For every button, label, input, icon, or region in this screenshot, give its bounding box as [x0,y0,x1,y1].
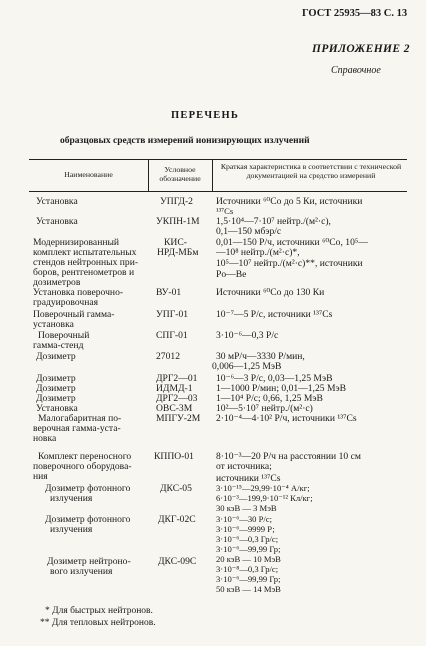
code-cell: УКПН-1М [156,216,200,227]
name-line: Модернизированный [33,237,120,248]
spec-line: 3·10⁻¹⁵—29,99·10⁻⁴ А/кг; [216,483,310,493]
spec-line: 0,01—150 Р/ч, источники ⁶⁰Co, 10⁵— [216,237,368,248]
name-line: установка [33,319,74,330]
name-line: ния [33,471,48,482]
spec-line: 6·10⁻³—199,9·10⁻¹² Кл/кг; [216,493,313,503]
spec-line: Po—Be [216,269,247,280]
document-subtitle: образцовых средств измерений ионизирующих излучений [60,136,310,146]
name-line: Дозиметр [36,383,76,394]
code-cell: 27012 [156,351,180,362]
spec-line: 3·10⁻⁶—99,99 Гр; [216,544,281,554]
name-line: Дозиметр фотонного [45,483,131,494]
document-title: ПЕРЕЧЕНЬ [171,110,240,121]
name-line: новка [33,433,57,444]
spec-line: 1,5·10⁴—7·10⁷ нейтр./(м²·с), [216,216,331,227]
code-cell: ДКС-09С [158,556,197,567]
column-header-name: Наименование [64,170,113,179]
spec-line: 20 кэВ — 10 МэВ [216,554,281,564]
spec-line: 0,006—1,25 МэВ [212,361,282,372]
column-header-code: Условное обозначение [159,165,201,183]
name-line: Установка [36,216,78,227]
name-line: Поверочный гамма- [33,309,115,320]
reference-label: Справочное [331,65,381,76]
footnote-thermal-neutrons: ** Для тепловых нейтронов. [40,618,156,628]
spec-line: 10⁵—10⁷ нейтр./(м²·с)**, источники [216,258,363,269]
code-cell: МПГУ-2М [156,413,201,424]
code-cell: НРД-МБм [157,247,199,258]
gost-header: ГОСТ 25935—83 С. 13 [302,8,408,19]
spec-line: 3·10⁻⁶—0,3 Гр/с; [216,534,279,544]
name-line: поверочного оборудова- [33,461,132,472]
code-cell: ДКС-05 [160,483,192,494]
name-line: Установка [36,403,78,414]
spec-line: от источника; [216,461,272,472]
spec-line: 10⁻⁷—5 Р/с, источники ¹³⁷Cs [216,309,333,320]
code-cell: ОВС-3М [156,403,193,414]
name-line: вого излучения [50,566,113,577]
appendix-label: ПРИЛОЖЕНИЕ 2 [312,43,410,55]
code-cell: ВУ-01 [156,287,182,298]
spec-line: 3·10⁻⁸—0,3 Гр/с; [216,564,279,574]
column-header-spec: Краткая характеристика в соответствии с технической документацией на средство измерений [220,162,402,180]
name-line: боров, рентгенометров и [33,267,135,278]
code-cell: КИС- [164,237,187,248]
name-line: верочная гамма-уста- [33,423,121,434]
spec-line: 0,1—150 мбэр/с [216,226,282,237]
spec-line: 10²—5·10⁷ нейтр./(м²·с) [216,403,313,414]
name-line: Установка поверочно- [33,287,124,298]
name-line: Дозиметр [36,393,76,404]
spec-line: 3·10⁻⁶—30 Р/с; [216,514,272,524]
name-line: излучения [50,493,93,504]
name-line: гамма-стенд [33,340,84,351]
code-cell: СПГ-01 [156,330,188,341]
name-line: Дозиметр [36,373,76,384]
name-line: Дозиметр фотонного [45,514,131,525]
code-cell: ДКГ-02С [158,514,196,525]
spec-line: 30 мР/ч—3330 Р/мин, [216,351,305,362]
name-line: Поверочный [38,330,90,341]
spec-line: 10⁻⁶—3 Р/с, 0,03—1,25 МэВ [216,373,333,384]
spec-line: 2·10⁻⁴—4·10² Р/ч, источники ¹³⁷Cs [216,413,357,424]
name-line: стендов нейтронных при- [33,257,139,268]
spec-line: 8·10⁻³—20 Р/ч на расстоянии 10 см [216,451,361,462]
name-line: Малогабаритная по- [38,413,122,424]
spec-line: ¹³⁷Cs [216,206,234,216]
name-line: дозиметров [33,277,81,288]
spec-line: 1—10⁴ Р/с; 0,66, 1,25 МэВ [216,393,323,404]
spec-line: —10⁸ нейтр./(м²·с)*, [216,247,300,258]
name-line: Комплект переносного [38,451,132,462]
code-cell: ИДМД-1 [156,383,193,394]
spec-line: Источники ⁶⁰Co до 5 Ки, источники [216,196,363,207]
spec-line: 50 кэВ — 14 МэВ [216,584,281,594]
code-cell: УПГД-2 [160,196,193,207]
code-cell: КППО-01 [154,451,194,462]
spec-line: 3·10⁻⁶—99,99 Гр; [216,574,281,584]
code-cell: ДРГ2—03 [156,393,198,404]
spec-line: 3·10⁻⁶—9999 Р; [216,524,275,534]
footnote-fast-neutrons: * Для быстрых нейтронов. [45,606,153,616]
name-line: Дозиметр [36,351,76,362]
spec-line: 30 кэВ — 3 МэВ [216,503,277,513]
name-line: Установка [36,196,78,207]
spec-line: 3·10⁻⁶—0,3 Р/с [216,330,279,341]
code-cell: ДРГ2—01 [156,373,198,384]
spec-line: 1—1000 Р/мин; 0,01—1,25 МэВ [216,383,346,394]
spec-line: Источники ⁶⁰Co до 130 Ки [216,287,325,298]
name-line: излучения [50,524,93,535]
spec-line: источники ¹³⁷Cs [216,473,281,484]
name-line: комплект испытательных [33,247,137,258]
name-line: градуировочная [33,297,99,308]
code-cell: УПГ-01 [156,309,189,320]
name-line: Дозиметр нейтроно- [47,556,131,567]
